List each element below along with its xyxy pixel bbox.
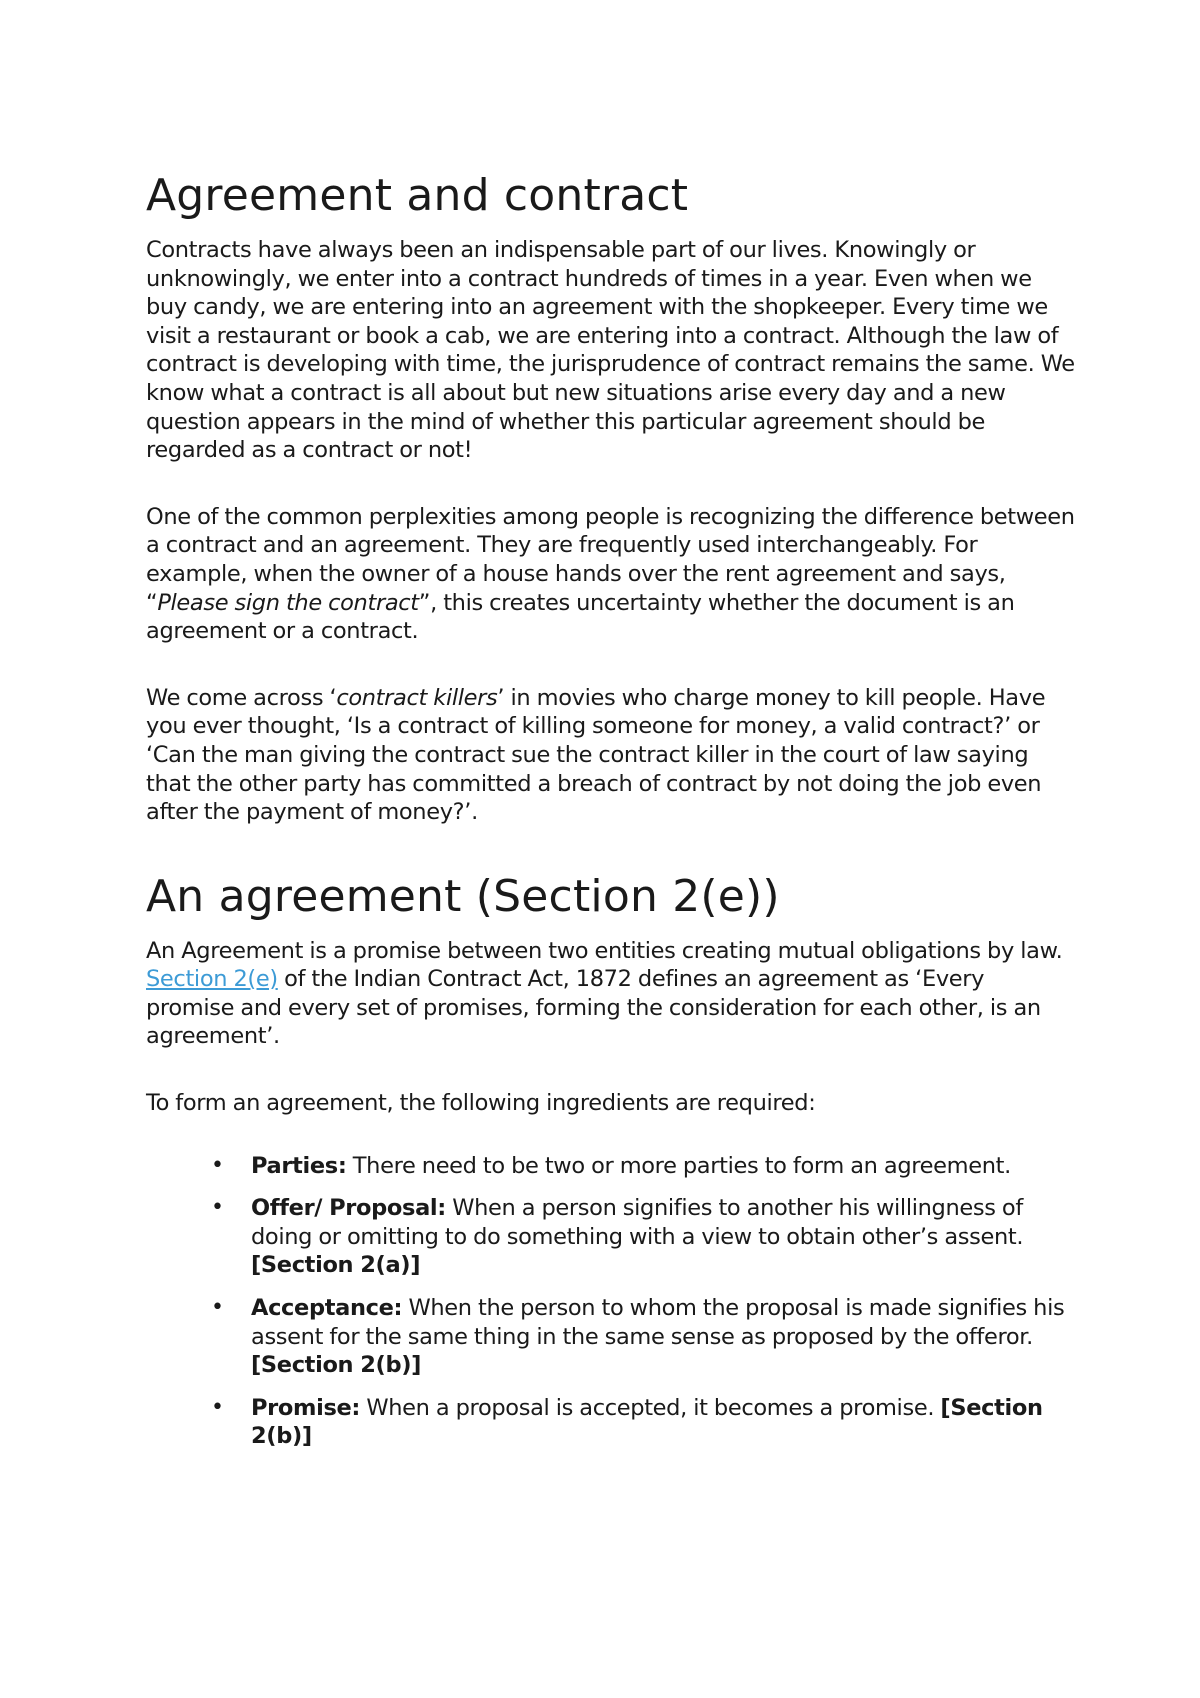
paragraph-text: We come across ‘ [146,684,337,711]
list-item [211,1394,1076,1451]
list-item-text: When a person signifies to another his willingness of doing or omitting to do something with a view to obtain other’s assent. [251,1195,1024,1250]
bullet-icon: • [211,1152,224,1178]
ingredients-list [146,1152,1076,1451]
list-item-section-ref: [Section 2(b)] [251,1394,1043,1450]
italic-quote: Please sign the contract [157,589,419,616]
list-item-text: When a proposal is accepted, it becomes a promise. [360,1394,941,1421]
list-item-term: Acceptance: [251,1295,403,1322]
paragraph-text: ”, this creates uncertainty whether the document is an agreement or a contract. [146,589,1015,645]
list-item-term: Offer/ Proposal: [251,1195,446,1222]
list-item-section-ref: [Section 2(b)] [251,1352,422,1379]
list-item-term: Parties: [251,1152,347,1179]
section-2e-link[interactable]: Section 2(e) [146,966,278,993]
bullet-icon: • [211,1295,224,1321]
paragraph-agreement-definition [146,937,1076,1051]
list-item [211,1152,1076,1181]
paragraph-contracts-intro: Contracts have always been an indispensable part of our lives. Knowingly or unknowingly, we enter into a contract hundreds of times in a year. Even when we buy candy, we are entering into an agreement with the shopkeeper. Every time we visit a restaurant or book a cab, we are entering into a contract. Although the law of contract is developing with time, the jurisprudence of contract remains the same. We know what a contract is all about but new situations arise every day and a new question appears in the mind of whether this particular agreement should be regarded as a contract or not! [146,237,1075,464]
paragraph-text: ’ in movies who charge money to kill people. Have you ever thought, ‘Is a contract of killing someone for money, a valid contract?’ or ‘Can the man giving the contract sue the contract killer in the court of law saying that the other party has committed a breach of contract by not doing the job even after the payment of money?’. [146,684,1046,826]
paragraph-text: One of the common perplexities among people is recognizing the difference between a contract and an agreement. They are frequently used interchangeably. For example, when the owner of a house hands over the rent agreement and says, “ [146,503,1075,616]
document-page [146,168,1076,1465]
paragraph-contract-killers [146,684,1076,827]
paragraph-perplexities [146,503,1076,646]
paragraph-ingredients-intro: To form an agreement, the following ingredients are required: [146,1090,816,1117]
bullet-icon: • [211,1195,224,1221]
bullet-icon: • [211,1394,224,1420]
paragraph-text: of the Indian Contract Act, 1872 defines an agreement as ‘Every promise and every set of promises, forming the consideration for each other, is an agreement’. [146,966,1041,1050]
heading-an-agreement: An agreement (Section 2(e)) [146,870,780,922]
list-item-term: Promise: [251,1394,361,1421]
list-item-section-ref: [Section 2(a)] [251,1252,421,1279]
list-item-text: When the person to whom the proposal is made signifies his assent for the same thing in the same sense as proposed by the offeror. [251,1295,1065,1350]
italic-term: contract killers [336,684,498,711]
list-item [211,1194,1076,1280]
list-item [211,1294,1076,1380]
list-item-text: There need to be two or more parties to form an agreement. [346,1152,1011,1179]
heading-agreement-and-contract: Agreement and contract [146,170,689,221]
paragraph-text: An Agreement is a promise between two entities creating mutual obligations by law. [146,937,1063,964]
